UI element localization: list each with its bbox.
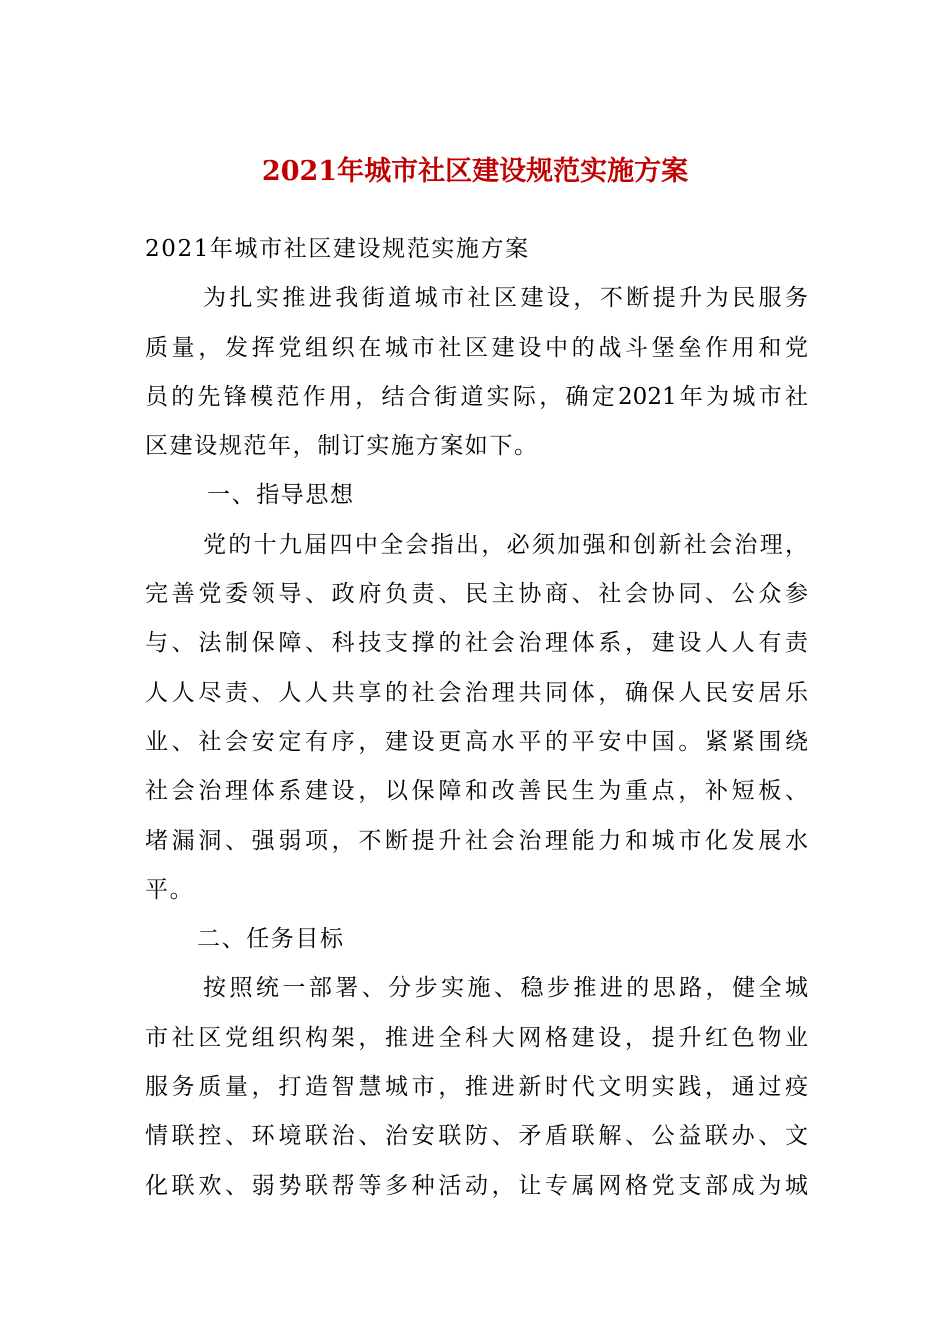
document-title: 2021年城市社区建设规范实施方案 [261, 156, 689, 187]
text-line: 服务质量，打造智慧城市，推进新时代文明实践，通过疫 [145, 1074, 808, 1101]
text-line: 人人尽责、人人共享的社会治理共同体，确保人民安居乐 [145, 679, 808, 706]
text-line: 区建设规范年，制订实施方案如下。 [145, 433, 539, 460]
text-line: 为扎实推进我街道城市社区建设，不断提升为民服务 [203, 285, 808, 312]
text-line: 2021年城市社区建设规范实施方案 [145, 236, 530, 262]
document-body [145, 225, 808, 1211]
text-line: 社会治理体系建设，以保障和改善民生为重点，补短板、 [145, 778, 808, 805]
text-line: 平。 [145, 876, 195, 903]
text-line: 质量，发挥党组织在城市社区建设中的战斗堡垒作用和党 [145, 334, 808, 361]
text-line: 一、指导思想 [207, 482, 355, 509]
text-line: 按照统一部署、分步实施、稳步推进的思路，健全城 [203, 975, 808, 1002]
text-line: 完善党委领导、政府负责、民主协商、社会协同、公众参 [145, 581, 808, 608]
text-line: 党的十九届四中全会指出，必须加强和创新社会治理， [203, 531, 808, 558]
text-line: 情联控、环境联治、治安联防、矛盾联解、公益联办、文 [145, 1123, 808, 1150]
text-line: 市社区党组织构架，推进全科大网格建设，提升红色物业 [145, 1024, 808, 1051]
text-line: 业、社会安定有序，建设更高水平的平安中国。紧紧围绕 [145, 728, 808, 755]
text-line: 与、法制保障、科技支撑的社会治理体系，建设人人有责 [145, 630, 808, 657]
text-line: 化联欢、弱势联帮等多种活动，让专属网格党支部成为城 [145, 1172, 808, 1199]
text-line: 堵漏洞、强弱项，不断提升社会治理能力和城市化发展水 [145, 827, 808, 854]
text-line: 二、任务目标 [197, 926, 345, 953]
text-line: 员的先锋模范作用，结合街道实际，确定2021年为城市社 [145, 383, 808, 410]
